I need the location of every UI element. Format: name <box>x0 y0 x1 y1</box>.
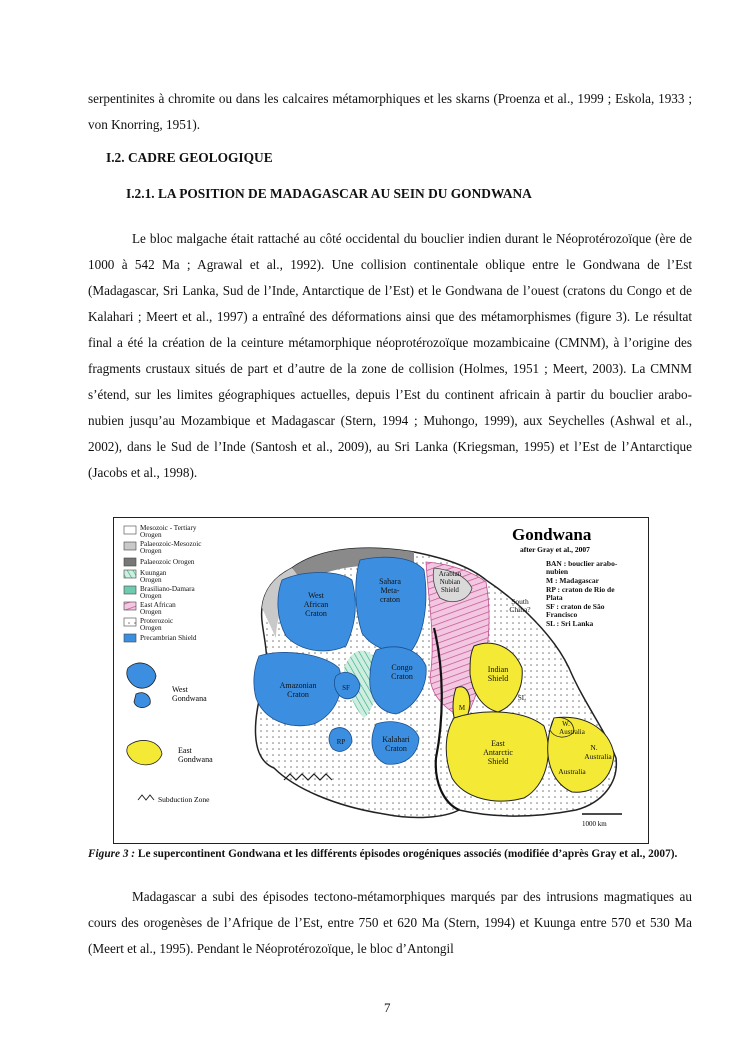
abbrev-ban-line-2: nubien <box>546 567 569 576</box>
label-west-african-1: West <box>308 591 324 600</box>
legend-kuunga-line-1: Kuungan <box>140 569 167 577</box>
abbrev-ban-line-1: BAN : bouclier arabo- <box>546 559 618 568</box>
legend-subduction: Subduction Zone <box>158 795 210 804</box>
label-east-ant-3: Shield <box>487 757 509 766</box>
legend-brasiliano-line-2: Orogen <box>140 592 162 600</box>
legend-palaeo-meso-line-2: Orogen <box>140 547 162 555</box>
label-n-aus-2: Australia <box>584 752 612 761</box>
scale-label: 1000 km <box>582 820 607 828</box>
west-gondwana-key-icon <box>127 663 156 688</box>
label-east-ant-1: East <box>491 739 505 748</box>
legend-brasiliano-line-1: Brasiliano-Damara <box>140 585 195 593</box>
legend-east-african-line-2: Orogen <box>140 608 162 616</box>
label-congo-1: Congo <box>391 663 413 672</box>
legend-mesozoic-line-2: Orogen <box>140 531 162 539</box>
abbrev-rp-line-2: Plata <box>546 593 563 602</box>
abbrev-rp-line-1: RP : craton de Rio de <box>546 585 615 594</box>
figure-title: Gondwana <box>512 525 592 544</box>
label-east-ant-2: Antarctic <box>483 748 513 757</box>
label-sl: SL <box>517 694 527 702</box>
legend-east-african-line-1: East African <box>140 601 176 609</box>
label-arabian-3: Shield <box>441 586 459 594</box>
label-arabian-2: Nubian <box>439 578 461 586</box>
label-west-african-2: African <box>303 600 329 609</box>
label-rp: RP <box>336 738 346 746</box>
west-gondwana-key-icon-2 <box>134 693 150 708</box>
subduction-key-icon <box>138 795 154 800</box>
label-indian-1: Indian <box>487 665 509 674</box>
label-congo-2: Craton <box>391 672 413 681</box>
body-paragraph-1: Le bloc malgache était rattaché au côté occidental du bouclier indien durant le Néoprotérozoïque (ère de 1000 à 542 Ma ; Agrawal et al., 1992). Une collision continentale oblique entre le Gondwana de l’Est (Madagascar, Sri Lanka, Sud de l’Inde, Antarctique de l’Est) et le Gondwana de l’ouest (cratons du Congo et de Kalahari ; Meert et al., 1997) a entraîné des déformations ainsi que des métamorphismes (figure 3). Le résultat final a été la création de la ceinture métamorphique néoprotérozoïque mozambicaine (CMNM), à l’origine des fragments crustaux situés de part et d’autre de la zone de collision (Holmes, 1951 ; Meert, 2003). La CMNM s’étend, sur les limites géographiques actuelles, depuis l’Est du continent africain à partir du bouclier arabo-nubien jusqu’au Mozambique et Madagascar (Stern, 1994 ; Muhongo, 1999), aux Seychelles (Ashwal et al., 2002), dans le Sud de l’Inde (Santosh et al., 2009), au Sri Lanka (Kriegsman, 1995) et l’Est de l’Antarctique (Jacobs et al., 1998). <box>88 231 692 480</box>
subsection-heading: I.2.1. LA POSITION DE MADAGASCAR AU SEIN DU GONDWANA <box>126 186 532 201</box>
figure-caption-text: Le supercontinent Gondwana et les différents épisodes orogéniques associés (modifiée d’après Gray et al., 2007). <box>137 848 678 860</box>
figure-caption <box>88 847 694 862</box>
legend-proterozoic-line-1: Proterozoic <box>140 617 174 625</box>
body-paragraph-2: Madagascar a subi des épisodes tectono-métamorphiques marqués par des intrusions magmatiques au cours des orogenèses de l’Afrique de l’Est, entre 750 et 620 Ma (Stern, 1994) et Kuunga entre 570 et 530 Ma (Meert et al., 1995). Pendant le Néoprotérozoïque, le bloc d’Antongil <box>88 889 692 956</box>
label-arabian-1: Arabian <box>438 570 462 578</box>
label-sahara-2: Meta- <box>380 586 400 595</box>
gondwana-map <box>114 518 648 843</box>
page-number: 7 <box>384 1000 391 1015</box>
legend-east-gondwana-line-1: East <box>178 746 192 755</box>
label-south-china-1: South <box>511 597 529 606</box>
label-south-china-2: China? <box>509 605 531 614</box>
label-indian-2: Shield <box>487 674 509 683</box>
legend-palaeozoic: Palaeozoic Orogen <box>140 558 195 566</box>
legend-east-gondwana-line-2: Gondwana <box>178 755 213 764</box>
label-n-aus-1: N. <box>590 743 598 752</box>
legend-kuunga-line-2: Orogen <box>140 576 162 584</box>
label-kalahari-1: Kalahari <box>382 735 410 744</box>
legend-proterozoic-line-2: Orogen <box>140 624 162 632</box>
section-heading: I.2. CADRE GEOLOGIQUE <box>106 150 273 165</box>
label-amazonian-1: Amazonian <box>279 681 317 690</box>
legend-mesozoic-line-1: Mesozoic - Tertiary <box>140 524 197 532</box>
legend-palaeo-meso-line-1: Palaeozoic-Mesozoic <box>140 540 202 548</box>
label-sahara-1: Sahara <box>379 577 401 586</box>
label-w-aus-1: W. <box>562 720 570 728</box>
label-sf: SF <box>342 684 350 692</box>
figure-subtitle: after Gray et al., 2007 <box>520 545 590 554</box>
abbrev-m: M : Madagascar <box>546 576 599 585</box>
abbrev-sf-line-1: SF : craton de São <box>546 602 605 611</box>
label-west-african-3: Craton <box>305 609 327 618</box>
label-m: M <box>458 704 466 712</box>
abbrev-sf-line-2: Francisco <box>546 610 578 619</box>
label-w-aus-2: Australia <box>559 728 585 736</box>
legend-west-gondwana-line-1: West <box>172 685 188 694</box>
abbrev-sl: SL : Sri Lanka <box>546 619 594 628</box>
figure-caption-label: Figure 3 : <box>88 848 136 860</box>
east-gondwana-key-icon <box>127 740 162 764</box>
intro-paragraph: serpentinites à chromite ou dans les calcaires métamorphiques et les skarns (Proenza et al., 1999 ; Eskola, 1933 ; von Knorring, 1951). <box>88 91 692 132</box>
label-sahara-3: craton <box>380 595 400 604</box>
label-amazonian-2: Craton <box>287 690 309 699</box>
sahara-metacraton <box>356 557 426 652</box>
gondwana-figure <box>113 517 649 844</box>
legend-precambrian: Precambrian Shield <box>140 634 197 642</box>
label-australia: Australia <box>558 767 586 776</box>
legend-west-gondwana-line-2: Gondwana <box>172 694 207 703</box>
label-kalahari-2: Craton <box>385 744 407 753</box>
